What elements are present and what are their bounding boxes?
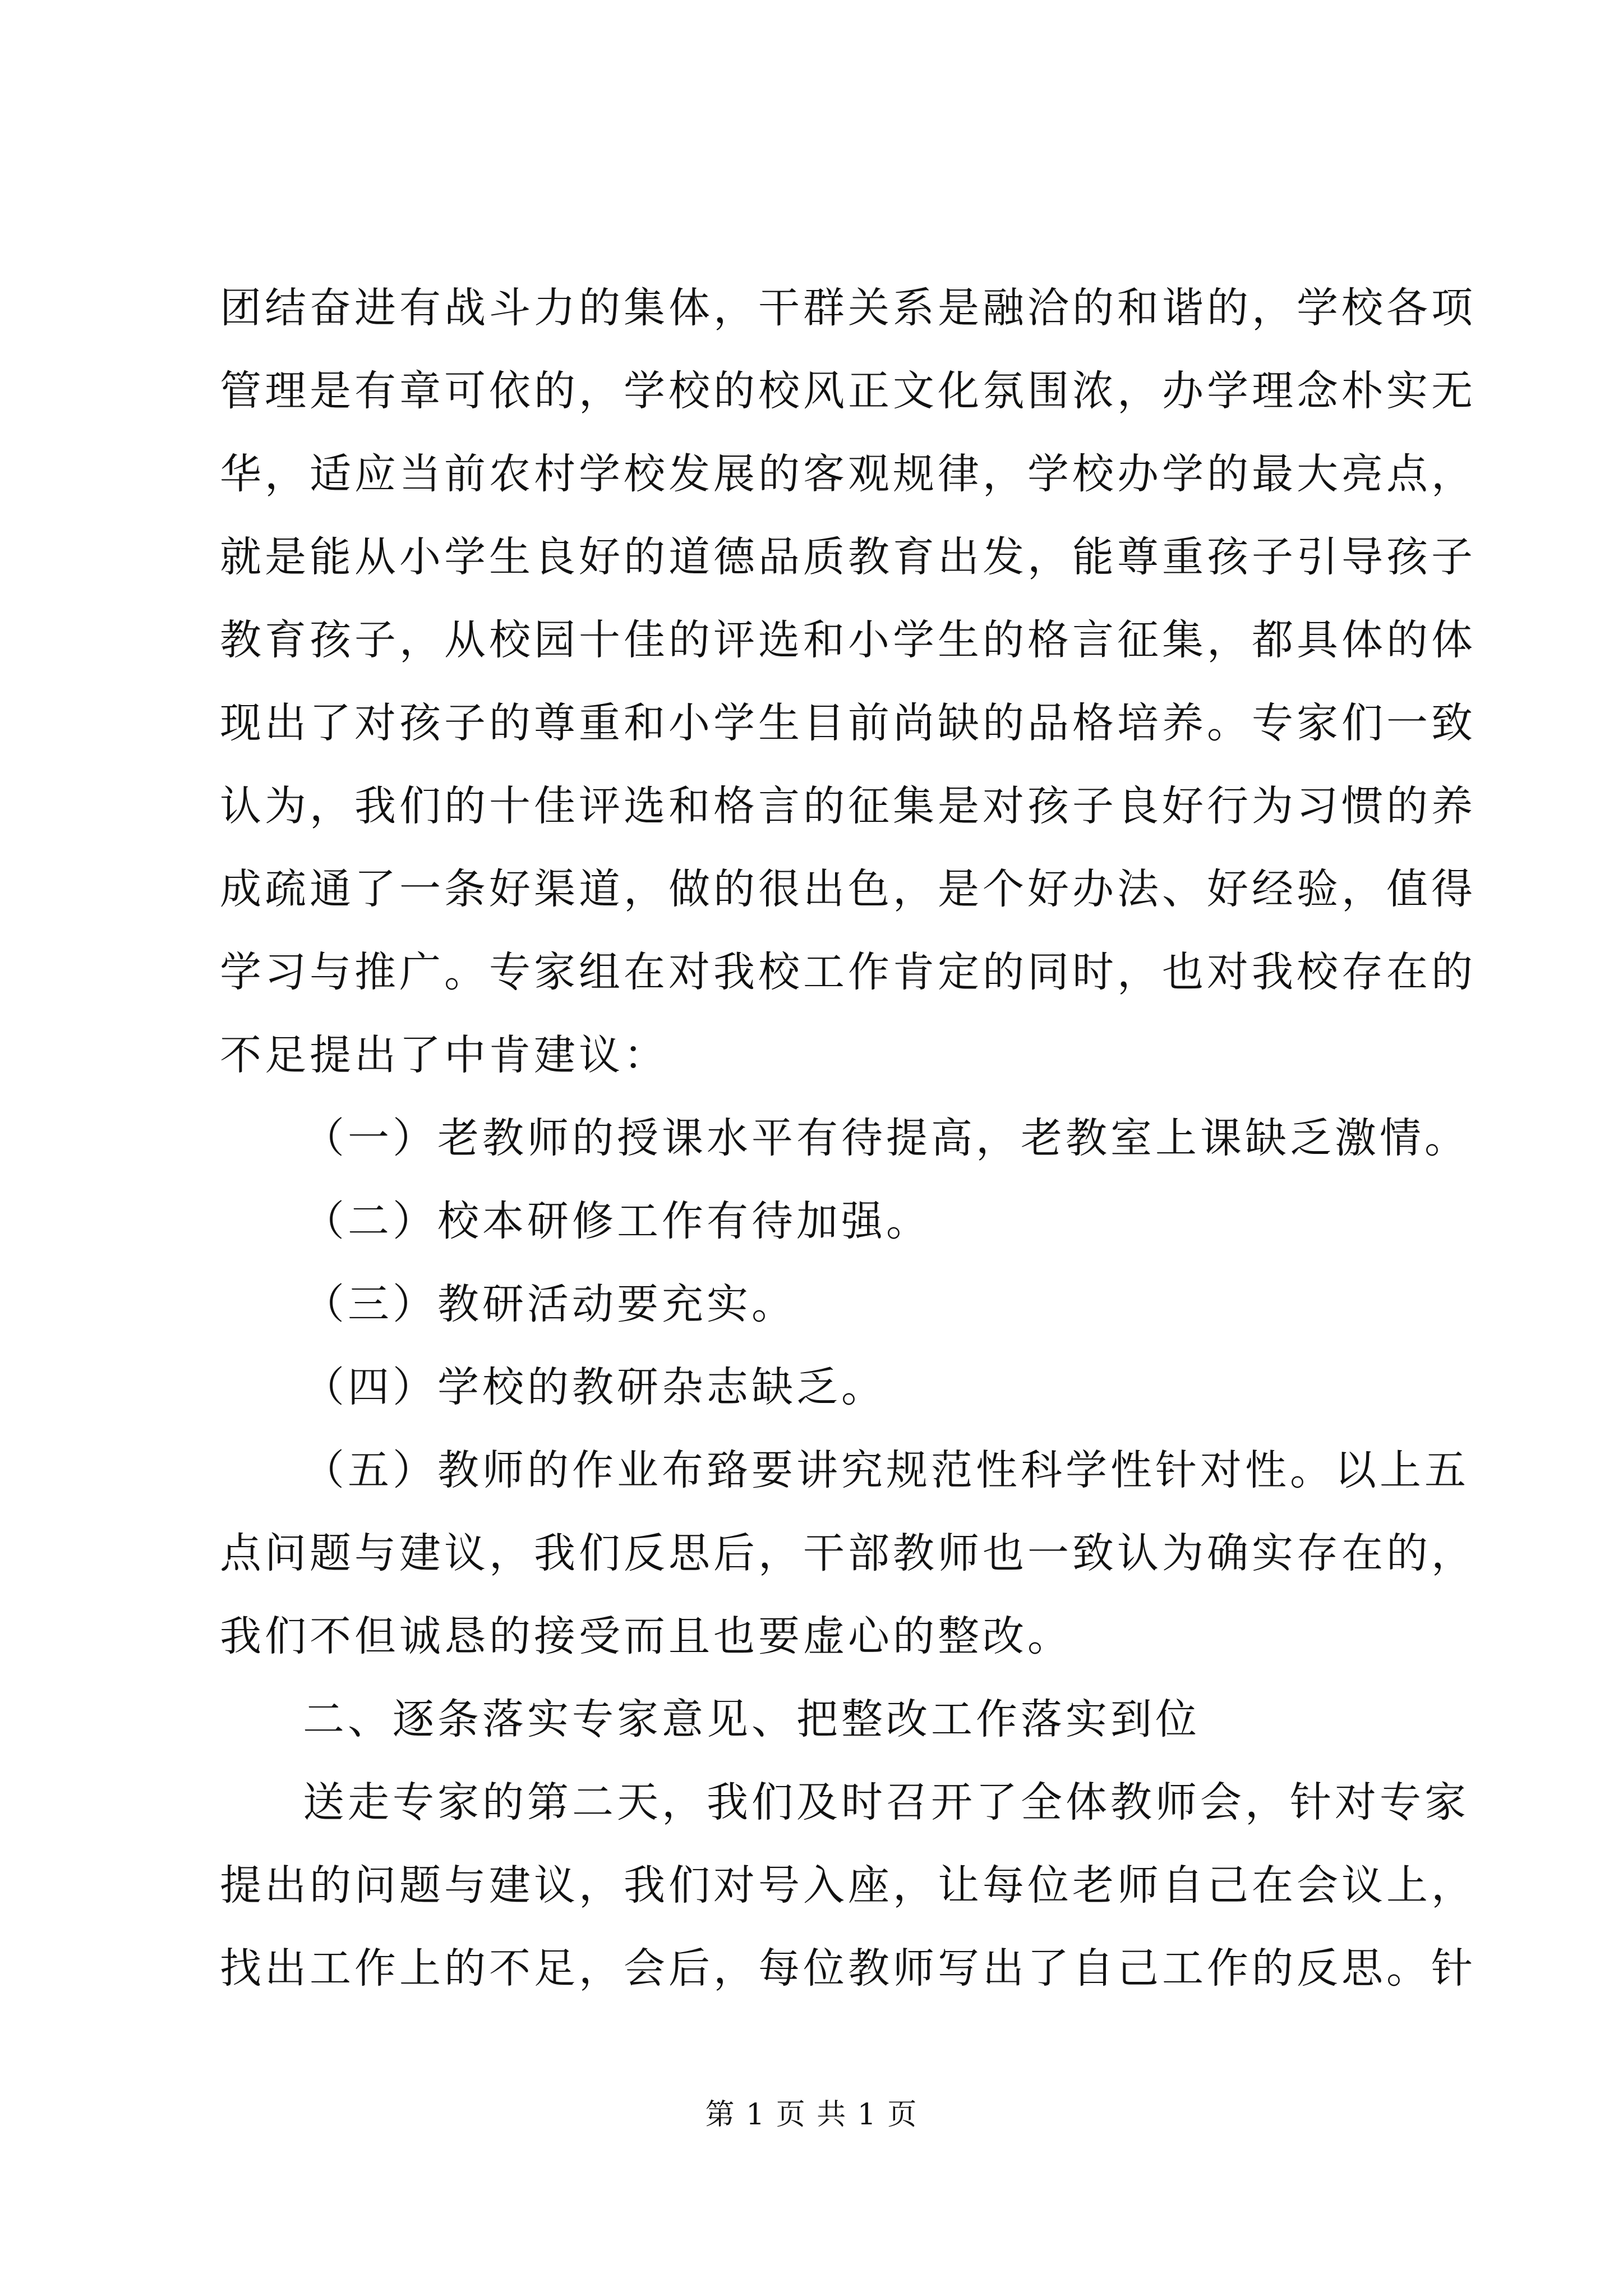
text-line: 团结奋进有战斗力的集体，干群关系是融洽的和谐的，学校各项: [220, 284, 1476, 332]
text-line: 提出的问题与建议，我们对号入座，让每位老师自己在会议上，: [220, 1861, 1476, 1910]
text-line: 不足提出了中肯建议：: [220, 1031, 668, 1079]
text-line: 我们不但诚恳的接受而且也要虚心的整改。: [220, 1612, 1072, 1660]
text-line: 点问题与建议，我们反思后，干部教师也一致认为确实存在的，: [220, 1529, 1476, 1577]
list-item-5: （五）教师的作业布臵要讲究规范性科学性针对性。以上五: [303, 1446, 1469, 1494]
list-item-4: （四）学校的教研杂志缺乏。: [303, 1363, 886, 1411]
paragraph-start: 送走专家的第二天，我们及时召开了全体教师会，针对专家: [303, 1778, 1469, 1826]
list-item-3: （三）教研活动要充实。: [303, 1280, 796, 1328]
section-heading: 二、逐条落实专家意见、把整改工作落实到位: [303, 1695, 1200, 1743]
list-item-2: （二）校本研修工作有待加强。: [303, 1197, 931, 1245]
text-line: 就是能从小学生良好的道德品质教育出发，能尊重孩子引导孩子: [220, 533, 1476, 581]
text-line: 管理是有章可依的，学校的校风正文化氛围浓，办学理念朴实无: [220, 367, 1476, 415]
list-item-1: （一）老教师的授课水平有待提高，老教室上课缺乏激情。: [303, 1114, 1469, 1162]
text-line: 现出了对孩子的尊重和小学生目前尚缺的品格培养。专家们一致: [220, 699, 1476, 747]
text-line: 教育孩子，从校园十佳的评选和小学生的格言征集，都具体的体: [220, 616, 1476, 664]
page-number-footer: 第 1 页 共 1 页: [705, 2098, 918, 2132]
text-line: 学习与推广。专家组在对我校工作肯定的同时，也对我校存在的: [220, 948, 1476, 996]
document-body: [220, 266, 1476, 2010]
text-line: 成疏通了一条好渠道，做的很出色，是个好办法、好经验，值得: [220, 865, 1476, 913]
text-line: 认为，我们的十佳评选和格言的征集是对孩子良好行为习惯的养: [220, 782, 1476, 830]
text-line: 找出工作上的不足，会后，每位教师写出了自己工作的反思。针: [220, 1944, 1476, 1993]
text-line: 华，适应当前农村学校发展的客观规律，学校办学的最大亮点，: [220, 450, 1476, 498]
